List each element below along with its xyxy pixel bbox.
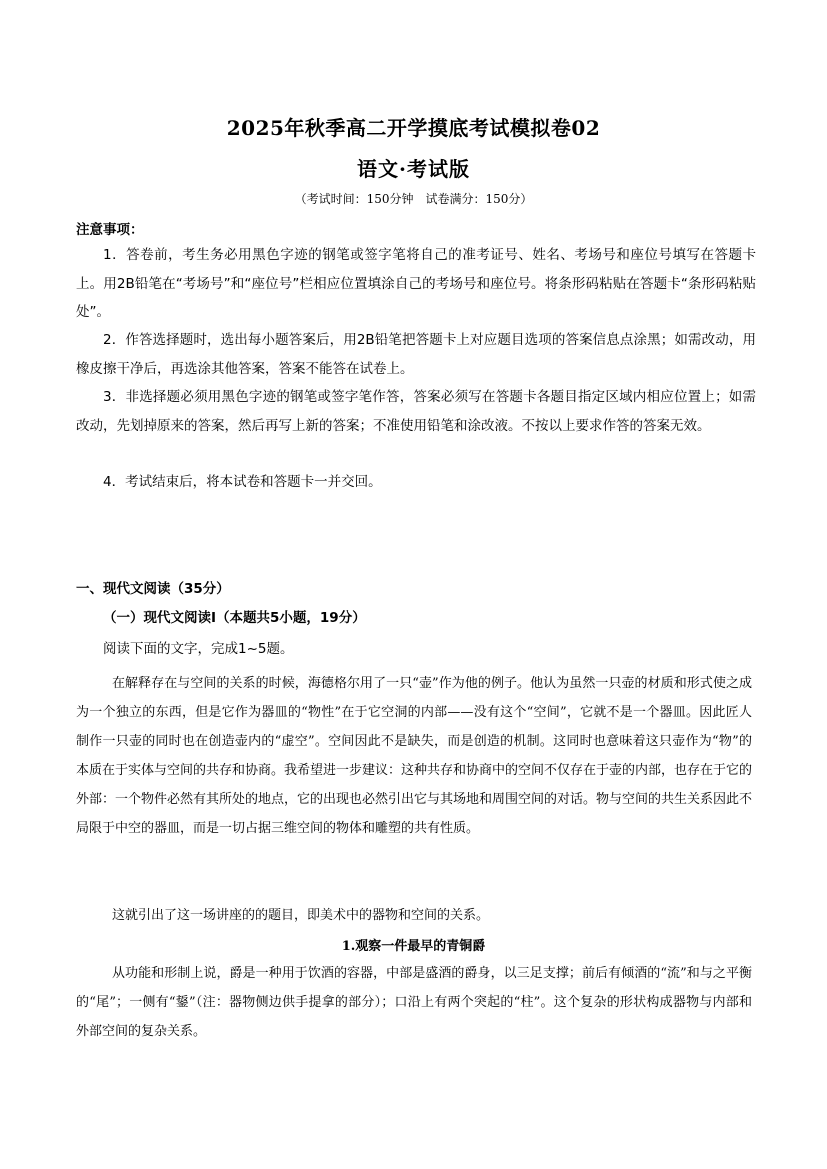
reading-instruction: 阅读下面的文字，完成1~5题。 [103, 641, 294, 657]
subsection-title: （一）现代文阅读Ⅰ（本题共5小题，19分） [103, 610, 366, 626]
exam-info: （考试时间：150分钟 试卷满分：150分） [294, 192, 533, 206]
reading-paragraph-3: 从功能和形制上说，爵是一种用于饮酒的容器，中部是盛酒的爵身，以三足支撑；前后有倾酒的“流”和与之平衡的“尾”；一侧有“鋬”（注：器物侧边供手提拿的部分）；口沿上有两个突起的“柱”。这个复杂的形状构成器物与内部和外部空间的复杂关系。 [76, 966, 752, 1039]
reading-heading: 1.观察一件最早的青铜爵 [341, 939, 486, 954]
notice-title: 注意事项： [76, 222, 144, 238]
notice-item-3: 3．非选择题必须用黑色字迹的钢笔或签字笔作答，答案必须写在答题卡各题目指定区域内相应位置上；如需改动，先划掉原来的答案，然后再写上新的答案；不准使用铅笔和涂改液。不按以上要求作答的答案无效。 [76, 389, 756, 434]
reading-paragraph-2: 这就引出了这一场讲座的的题目，即美术中的器物和空间的关系。 [112, 908, 490, 923]
notice-item-1: 1．答卷前，考生务必用黑色字迹的钢笔或签字笔将自己的准考证号、姓名、考场号和座位号填写在答题卡上。用2B铅笔在“考场号”和“座位号”栏相应位置填涂自己的考场号和座位号。将条形码粘贴在答题卡“条形码粘贴处”。 [76, 247, 756, 320]
notice-item-2: 2．作答选择题时，选出每小题答案后，用2B铅笔把答题卡上对应题目选项的答案信息点涂黑；如需改动，用橡皮擦干净后，再选涂其他答案，答案不能答在试卷上。 [76, 332, 756, 377]
section-title: 一、现代文阅读（35分） [76, 581, 230, 597]
page-subtitle: 语文·考试版 [357, 157, 470, 181]
page-title: 2025年秋季高二开学摸底考试模拟卷02 [226, 116, 601, 140]
reading-paragraph-1: 在解释存在与空间的关系的时候，海德格尔用了一只“壶”作为他的例子。他认为虽然一只壶的材质和形式使之成为一个独立的东西，但是它作为器皿的“物性”在于它空洞的内部——没有这个“空间”，它就不是一个器皿。因此匠人制作一只壶的同时也在创造壶内的“虚空”。空间因此不是缺失，而是创造的机制。这同时也意味着这只壶作为“物”的本质在于实体与空间的共存和协商。我希望进一步建议：这种共存和协商中的空间不仅存在于壶的内部，也存在于它的外部：一个物件必然有其所处的地点，它的出现也必然引出它与其场地和周围空间的对话。物与空间的共生关系因此不局限于中空的器皿，而是一切占据三维空间的物体和雕塑的共有性质。 [76, 676, 753, 836]
notice-item-4: 4．考试结束后，将本试卷和答题卡一并交回。 [103, 474, 382, 490]
